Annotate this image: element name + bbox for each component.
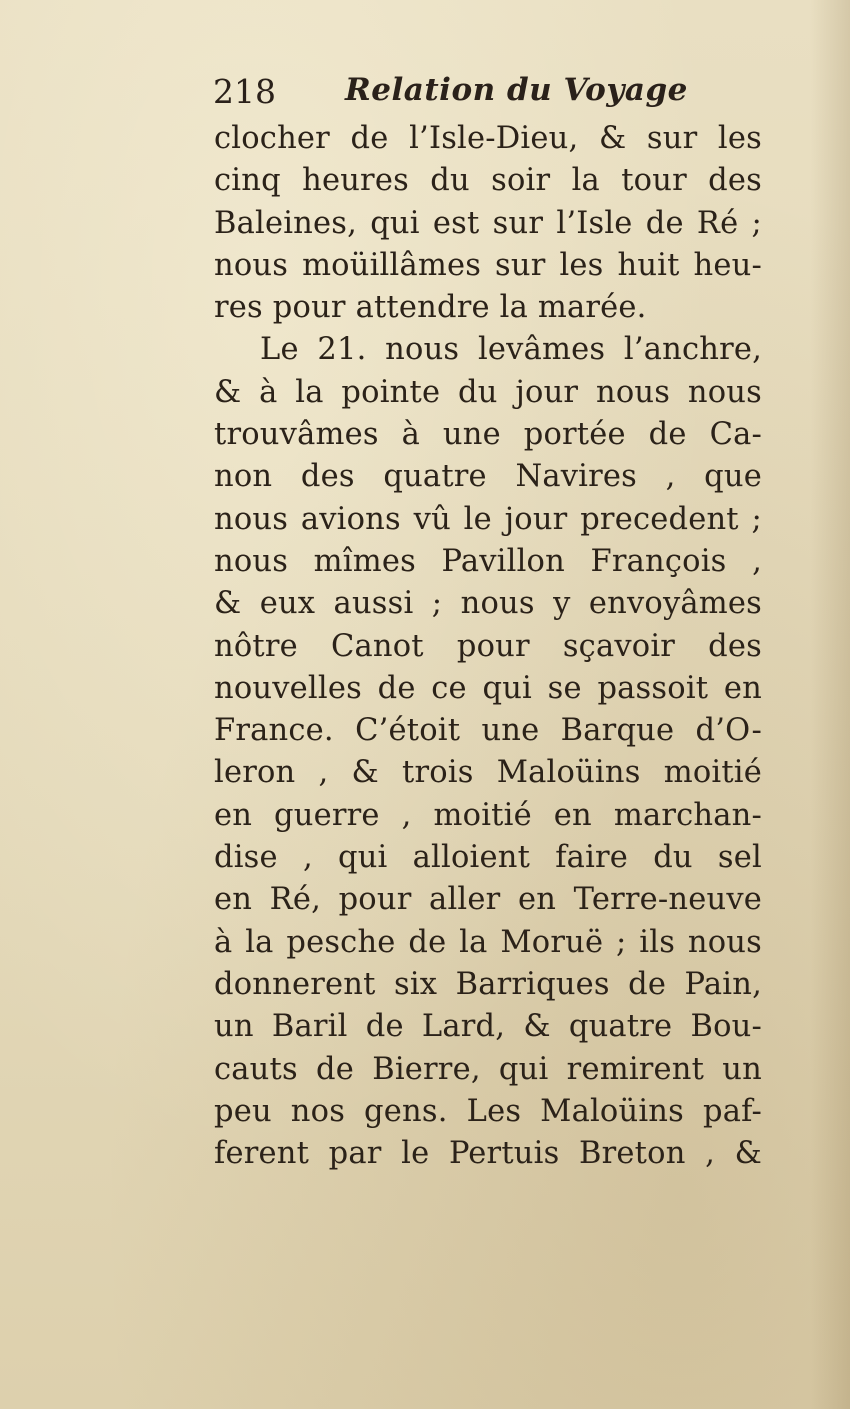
text-line: nous mîmes Pavillon François , [214, 543, 762, 579]
page-number: 218 [213, 72, 276, 111]
text-line: trouvâmes à une portée de Ca- [214, 417, 762, 453]
text-line: donnerent six Barriques de Pain, [214, 966, 762, 1002]
running-title: Relation du Voyage [345, 72, 688, 108]
text-line: nôtre Canot pour sçavoir des [214, 628, 762, 664]
text-line: un Baril de Lard, & quatre Bou- [214, 1009, 762, 1045]
text-line: Baleines, qui est sur l’Isle de Ré ; [214, 205, 762, 241]
text-line: nous moüillâmes sur les huit heu- [214, 247, 762, 283]
text-line: dise , qui alloient faire du sel [214, 840, 762, 876]
text-line: en Ré, pour aller en Terre-neuve [214, 882, 762, 918]
text-line: non des quatre Navires , que [214, 459, 762, 495]
text-line: ferent par le Pertuis Breton , & [214, 1136, 762, 1172]
text-line: res pour attendre la marée. [214, 290, 647, 326]
text-line: & eux aussi ; nous y envoyâmes [214, 586, 762, 622]
page-header [213, 68, 773, 120]
text-line: clocher de l’Isle-Dieu, & sur les [214, 121, 762, 156]
text-line: cinq heures du soir la tour des [214, 163, 762, 199]
text-line: nouvelles de ce qui se passoit en [214, 670, 762, 706]
text-line: en guerre , moitié en marchan- [214, 797, 762, 833]
page-edge-shadow [810, 0, 850, 1409]
text-line: peu nos gens. Les Maloüins paf- [214, 1093, 762, 1129]
text-line: nous avions vû le jour precedent ; [214, 501, 762, 537]
text-line: à la pesche de la Moruë ; ils nous [214, 924, 762, 960]
text-line: cauts de Bierre, qui remirent un [214, 1051, 762, 1087]
text-line: & à la pointe du jour nous nous [214, 374, 762, 410]
text-line: France. C’étoit une Barque d’O- [214, 713, 762, 749]
text-line: leron , & trois Maloüins moitié [214, 755, 762, 791]
text-line: Le 21. nous levâmes l’anchre, [260, 332, 762, 368]
body-text [214, 118, 762, 1175]
